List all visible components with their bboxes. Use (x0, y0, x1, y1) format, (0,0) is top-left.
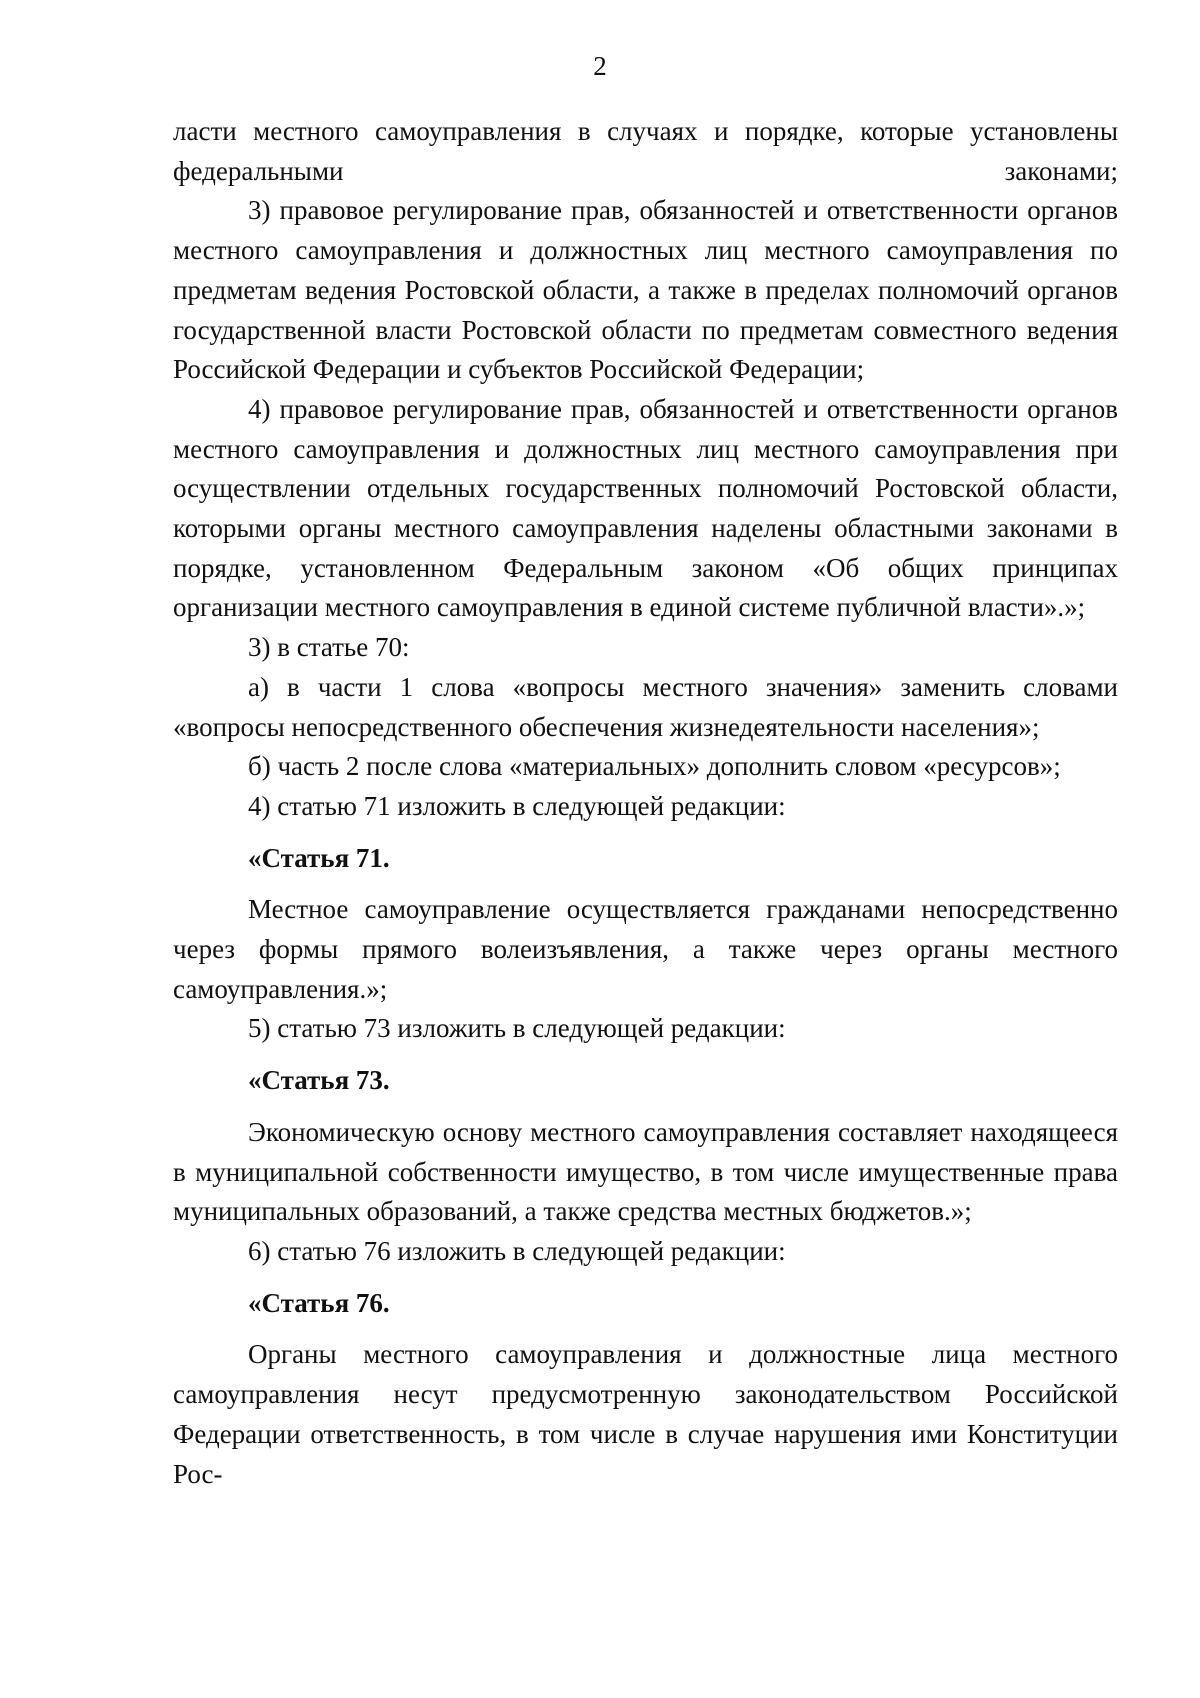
paragraph-item-3: 3) правовое регулирование прав, обязанностей и ответственности органов местного самоуправления и должностных лиц местного самоуправления по предметам ведения Ростовской области, а также в пределах полномочий органов государственной власти Ростовской области по предметам совместного ведения Российской Федерации и субъектов Российской Федерации; (173, 195, 1118, 385)
heading-article-73: «Статья 73. (248, 1065, 390, 1096)
paragraph-article-73-intro: 5) статью 73 изложить в следующей редакции: (248, 1013, 786, 1044)
paragraph-article-71-intro: 4) статью 71 изложить в следующей редакции: (248, 790, 786, 821)
paragraph-continuation: ласти местного самоуправления в случаях и порядке, которые установлены федеральными законами; (173, 116, 1118, 186)
paragraph-subitem-b: б) часть 2 после слова «материальных» дополнить словом «ресурсов»; (248, 751, 1061, 782)
paragraph-article-76-text: Органы местного самоуправления и должностные лица местного самоуправления несут предусмотренную законодательством Российской Федерации ответственность, в том числе в случае нарушения ими Конституции Рос- (173, 1339, 1118, 1489)
page-number: 2 (593, 51, 607, 81)
paragraph-item-4: 4) правовое регулирование прав, обязанностей и ответственности органов местного самоуправления и должностных лиц местного самоуправления при осуществлении отдельных государственных полномочий Ростовской области, которыми органы местного самоуправления наделены областными законами в порядке, установленном Федеральным законом «Об общих принципах организации местного самоуправления в единой системе публичной власти».»; (173, 393, 1118, 623)
paragraph-article-70: 3) в статье 70: (248, 632, 410, 663)
heading-article-76: «Статья 76. (248, 1287, 390, 1318)
heading-article-71: «Статья 71. (248, 842, 390, 873)
paragraph-subitem-a: а) в части 1 слова «вопросы местного значения» заменить словами «вопросы непосредственного обеспечения жизнедеятельности населения»; (173, 671, 1118, 742)
document-body (173, 112, 1118, 1494)
paragraph-article-71-text: Местное самоуправление осуществляется гражданами непосредственно через формы прямого волеизъявления, а также через органы местного самоуправления.»; (173, 894, 1118, 1004)
paragraph-article-76-intro: 6) статью 76 изложить в следующей редакции: (248, 1235, 786, 1266)
paragraph-article-73-text: Экономическую основу местного самоуправления составляет находящееся в муниципальной собственности имущество, в том числе имущественные права муниципальных образований, а также средства местных бюджетов.»; (173, 1116, 1118, 1227)
